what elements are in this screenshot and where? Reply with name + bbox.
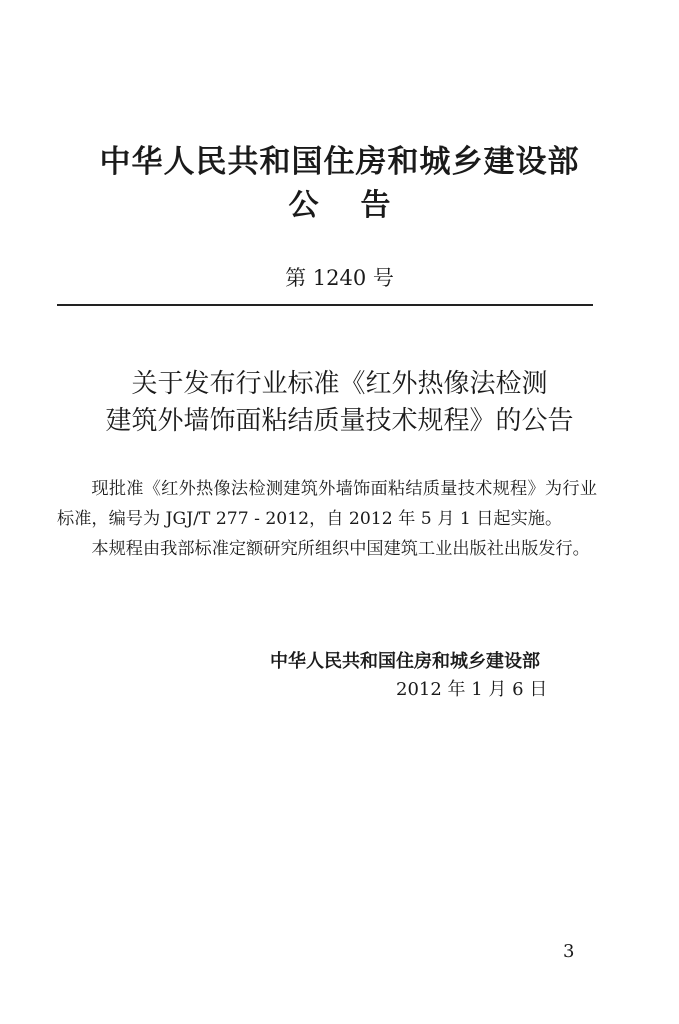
announcement-body [57,474,597,564]
announcement-number: 第 1240 号 [285,266,394,290]
issuing-authority-heading: 中华人民共和国住房和城乡建设部 [99,144,580,180]
announcement-title: 公告 [288,188,433,223]
body-paragraph-publication: 本规程由我部标准定额研究所组织中国建筑工业出版社出版发行。 [91,539,590,559]
announcement-subject [0,366,679,440]
page-number: 3 [563,941,575,962]
subject-line-2: 建筑外墙饰面粘结质量技术规程》的公告 [105,406,574,436]
body-paragraph-approval: 现批准《红外热像法检测建筑外墙饰面粘结质量技术规程》为行业标准，编号为 JGJ/T 277 - 2012，自 2012 年 5 月 1 日起实施。 [57,479,597,529]
signature-authority: 中华人民共和国住房和城乡建设部 [270,651,540,672]
signature-date: 2012 年 1 月 6 日 [396,679,548,700]
subject-line-1: 关于发布行业标准《红外热像法检测 [131,369,548,399]
header-divider [57,304,593,306]
